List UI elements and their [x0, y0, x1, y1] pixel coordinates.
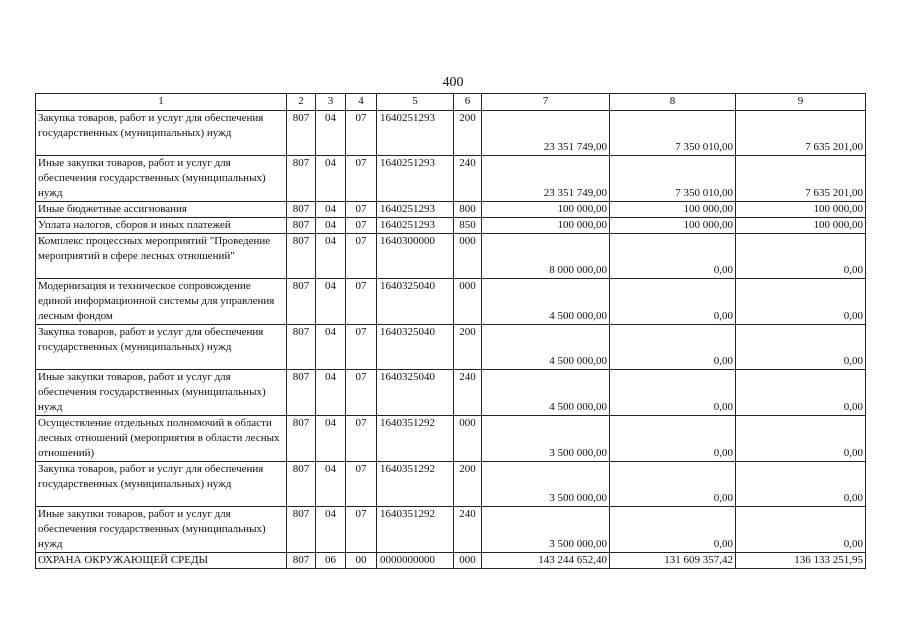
code-cell: 04	[316, 202, 346, 218]
code-cell: 04	[316, 416, 346, 462]
row-name-cell: Модернизация и техническое сопровождение единой информационной системы для управления лесным фондом	[36, 279, 287, 325]
code-cell: 1640251293	[377, 156, 454, 202]
table-row	[36, 202, 866, 218]
amount-cell: 100 000,00	[482, 202, 610, 218]
column-header: 4	[346, 94, 377, 111]
table-row	[36, 218, 866, 234]
code-cell: 04	[316, 111, 346, 156]
code-cell: 1640300000	[377, 234, 454, 279]
code-cell: 800	[454, 202, 482, 218]
column-header: 7	[482, 94, 610, 111]
code-cell: 1640251293	[377, 218, 454, 234]
table-row	[36, 416, 866, 462]
code-cell: 807	[287, 218, 316, 234]
table-row	[36, 507, 866, 553]
amount-cell: 3 500 000,00	[482, 462, 610, 507]
amount-cell: 0,00	[736, 507, 866, 553]
code-cell: 04	[316, 370, 346, 416]
code-cell: 000	[454, 416, 482, 462]
code-cell: 807	[287, 234, 316, 279]
code-cell: 807	[287, 370, 316, 416]
amount-cell: 0,00	[610, 416, 736, 462]
amount-cell: 0,00	[736, 370, 866, 416]
code-cell: 0000000000	[377, 553, 454, 569]
code-cell: 240	[454, 507, 482, 553]
code-cell: 1640325040	[377, 325, 454, 370]
code-cell: 04	[316, 234, 346, 279]
page-number: 400	[442, 75, 464, 90]
amount-cell: 0,00	[610, 370, 736, 416]
column-header: 1	[36, 94, 287, 111]
amount-cell: 23 351 749,00	[482, 111, 610, 156]
code-cell: 807	[287, 325, 316, 370]
amount-cell: 8 000 000,00	[482, 234, 610, 279]
amount-cell: 0,00	[736, 234, 866, 279]
amount-cell: 4 500 000,00	[482, 325, 610, 370]
code-cell: 807	[287, 462, 316, 507]
code-cell: 807	[287, 111, 316, 156]
table-body	[36, 94, 866, 569]
code-cell: 04	[316, 279, 346, 325]
code-cell: 807	[287, 507, 316, 553]
code-cell: 04	[316, 325, 346, 370]
code-cell: 07	[346, 416, 377, 462]
amount-cell: 136 133 251,95	[736, 553, 866, 569]
code-cell: 240	[454, 156, 482, 202]
amount-cell: 131 609 357,42	[610, 553, 736, 569]
row-name-cell: Комплекс процессных мероприятий "Проведение мероприятий в сфере лесных отношений"	[36, 234, 287, 279]
amount-cell: 7 635 201,00	[736, 156, 866, 202]
code-cell: 850	[454, 218, 482, 234]
code-cell: 807	[287, 156, 316, 202]
column-header: 9	[736, 94, 866, 111]
code-cell: 1640351292	[377, 507, 454, 553]
table-row	[36, 325, 866, 370]
code-cell: 807	[287, 279, 316, 325]
row-name-cell: Уплата налогов, сборов и иных платежей	[36, 218, 287, 234]
table-row	[36, 462, 866, 507]
row-name-cell: Закупка товаров, работ и услуг для обеспечения государственных (муниципальных) нужд	[36, 111, 287, 156]
code-cell: 04	[316, 507, 346, 553]
table-row	[36, 553, 866, 569]
amount-cell: 100 000,00	[610, 202, 736, 218]
amount-cell: 0,00	[736, 279, 866, 325]
code-cell: 200	[454, 325, 482, 370]
amount-cell: 7 350 010,00	[610, 111, 736, 156]
code-cell: 200	[454, 111, 482, 156]
amount-cell: 0,00	[610, 462, 736, 507]
amount-cell: 7 635 201,00	[736, 111, 866, 156]
row-name-cell: Иные бюджетные ассигнования	[36, 202, 287, 218]
amount-cell: 143 244 652,40	[482, 553, 610, 569]
budget-table	[35, 93, 866, 569]
code-cell: 07	[346, 218, 377, 234]
code-cell: 07	[346, 462, 377, 507]
table-row	[36, 279, 866, 325]
code-cell: 200	[454, 462, 482, 507]
code-cell: 07	[346, 111, 377, 156]
code-cell: 07	[346, 234, 377, 279]
column-header: 6	[454, 94, 482, 111]
table-row	[36, 370, 866, 416]
amount-cell: 100 000,00	[482, 218, 610, 234]
code-cell: 07	[346, 202, 377, 218]
code-cell: 1640251293	[377, 202, 454, 218]
code-cell: 00	[346, 553, 377, 569]
code-cell: 07	[346, 325, 377, 370]
code-cell: 07	[346, 279, 377, 325]
code-cell: 1640351292	[377, 462, 454, 507]
amount-cell: 4 500 000,00	[482, 279, 610, 325]
code-cell: 07	[346, 156, 377, 202]
code-cell: 240	[454, 370, 482, 416]
row-name-cell: ОХРАНА ОКРУЖАЮЩЕЙ СРЕДЫ	[36, 553, 287, 569]
table-row	[36, 234, 866, 279]
amount-cell: 4 500 000,00	[482, 370, 610, 416]
column-header: 3	[316, 94, 346, 111]
amount-cell: 0,00	[736, 416, 866, 462]
column-header: 2	[287, 94, 316, 111]
amount-cell: 0,00	[610, 234, 736, 279]
row-name-cell: Закупка товаров, работ и услуг для обеспечения государственных (муниципальных) нужд	[36, 325, 287, 370]
amount-cell: 7 350 010,00	[610, 156, 736, 202]
row-name-cell: Закупка товаров, работ и услуг для обеспечения государственных (муниципальных) нужд	[36, 462, 287, 507]
amount-cell: 100 000,00	[736, 218, 866, 234]
code-cell: 1640351292	[377, 416, 454, 462]
amount-cell: 3 500 000,00	[482, 507, 610, 553]
amount-cell: 23 351 749,00	[482, 156, 610, 202]
row-name-cell: Иные закупки товаров, работ и услуг для обеспечения государственных (муниципальных) нужд	[36, 507, 287, 553]
header-row	[36, 94, 866, 111]
amount-cell: 0,00	[610, 279, 736, 325]
column-header: 5	[377, 94, 454, 111]
amount-cell: 0,00	[610, 507, 736, 553]
code-cell: 000	[454, 553, 482, 569]
amount-cell: 100 000,00	[610, 218, 736, 234]
code-cell: 807	[287, 553, 316, 569]
code-cell: 1640325040	[377, 279, 454, 325]
code-cell: 000	[454, 279, 482, 325]
code-cell: 07	[346, 507, 377, 553]
amount-cell: 0,00	[736, 325, 866, 370]
code-cell: 07	[346, 370, 377, 416]
amount-cell: 3 500 000,00	[482, 416, 610, 462]
code-cell: 807	[287, 416, 316, 462]
code-cell: 04	[316, 462, 346, 507]
amount-cell: 100 000,00	[736, 202, 866, 218]
column-header: 8	[610, 94, 736, 111]
row-name-cell: Осуществление отдельных полномочий в области лесных отношений (мероприятия в области лесных отношений)	[36, 416, 287, 462]
row-name-cell: Иные закупки товаров, работ и услуг для обеспечения государственных (муниципальных) нужд	[36, 370, 287, 416]
code-cell: 04	[316, 218, 346, 234]
code-cell: 04	[316, 156, 346, 202]
code-cell: 1640325040	[377, 370, 454, 416]
amount-cell: 0,00	[736, 462, 866, 507]
table-row	[36, 111, 866, 156]
code-cell: 000	[454, 234, 482, 279]
code-cell: 1640251293	[377, 111, 454, 156]
code-cell: 807	[287, 202, 316, 218]
code-cell: 06	[316, 553, 346, 569]
row-name-cell: Иные закупки товаров, работ и услуг для обеспечения государственных (муниципальных) нужд	[36, 156, 287, 202]
amount-cell: 0,00	[610, 325, 736, 370]
table-row	[36, 156, 866, 202]
